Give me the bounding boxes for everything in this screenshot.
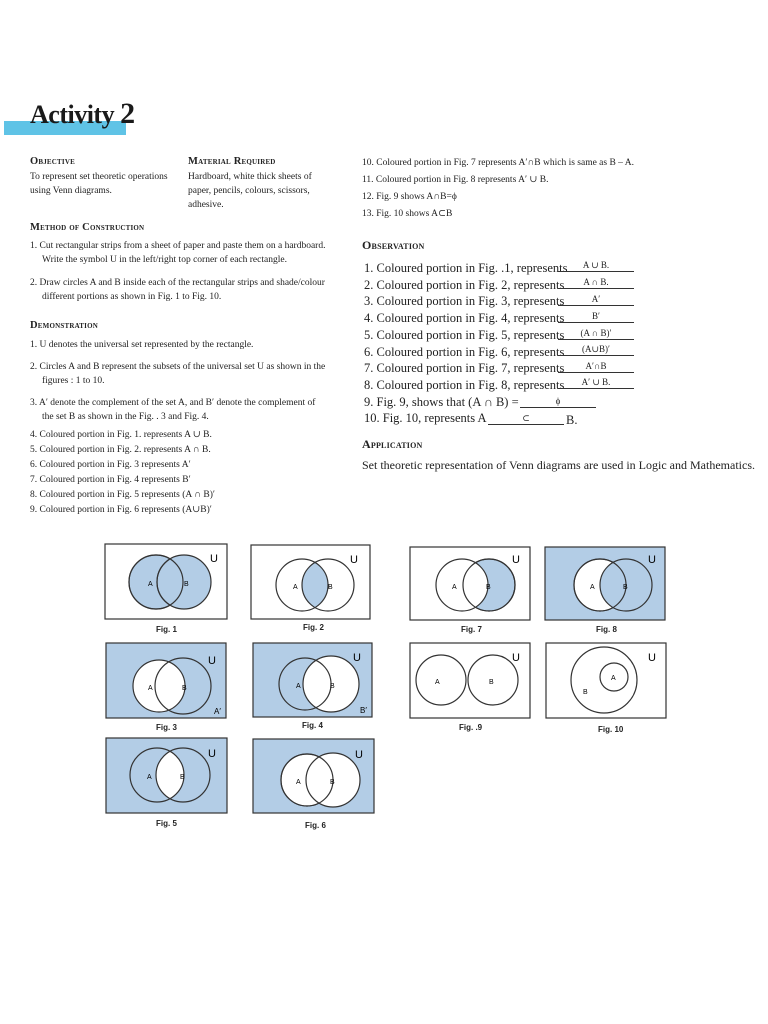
b-label: B xyxy=(623,584,628,591)
application-text: Set theoretic representation of Venn diagrams are used in Logic and Mathematics. xyxy=(362,458,755,472)
b-label: B xyxy=(180,774,185,781)
construction-heading: Method of Construction xyxy=(30,222,145,233)
observation-answer: ϕ xyxy=(520,396,596,408)
fig-caption: Fig. 4 xyxy=(302,721,323,730)
material-line: paper, pencils, colours, scissors, xyxy=(188,186,310,196)
demonstration-heading: Demonstration xyxy=(30,320,99,331)
application-heading: Application xyxy=(362,437,423,451)
figure-8 xyxy=(545,547,665,620)
observation-line: 2. Coloured portion in Fig. 2, represents xyxy=(364,277,565,292)
observation-line: 9. Fig. 9, shows that (A ∩ B) = xyxy=(364,394,519,409)
u-label: U xyxy=(210,553,218,565)
a-label: A xyxy=(452,584,457,591)
right-item: 11. Coloured portion in Fig. 8 represents A′ ∪ B. xyxy=(362,175,549,185)
activity-title: Activity 2 xyxy=(30,97,135,130)
observation-answer: A′ ∪ B. xyxy=(558,377,634,389)
a-label: A xyxy=(611,675,616,682)
construction-item: 1. Cut rectangular strips from a sheet of paper and paste them on a hardboard. xyxy=(30,241,326,251)
right-item: 13. Fig. 10 shows A⊂B xyxy=(362,209,453,219)
observation-answer: A′ xyxy=(558,294,634,306)
observation-line: 5. Coloured portion in Fig. 5, represents xyxy=(364,327,565,342)
b-label: B xyxy=(583,689,588,696)
a-label: A xyxy=(148,685,153,692)
demonstration-item: 2. Circles A and B represent the subsets of the universal set U as shown in the xyxy=(30,362,326,372)
right-item: 12. Fig. 9 shows A∩B=ϕ xyxy=(362,192,457,202)
b-label: B xyxy=(182,685,187,692)
fig-caption: Fig. 6 xyxy=(305,821,326,830)
u-label: U xyxy=(355,749,363,761)
demonstration-short-item: 5. Coloured portion in Fig. 2. represents A ∩ B. xyxy=(30,445,211,455)
a-label: A xyxy=(296,779,301,786)
demonstration-item: the set B as shown in the Fig. . 3 and Fig. 4. xyxy=(42,412,209,422)
u-label: U xyxy=(208,748,216,760)
material-line: adhesive. xyxy=(188,200,224,210)
figure-6 xyxy=(253,739,374,813)
fig-caption: Fig. 2 xyxy=(303,623,324,632)
observation-line: 7. Coloured portion in Fig. 7, represents xyxy=(364,361,565,376)
a-label: A xyxy=(293,584,298,591)
observation-line: 3. Coloured portion in Fig. 3, represents xyxy=(364,294,565,309)
a-label: A xyxy=(148,581,153,588)
demonstration-short-item: 4. Coloured portion in Fig. 1. represents A ∪ B. xyxy=(30,430,212,440)
demonstration-short-item: 7. Coloured portion in Fig. 4 represents B′ xyxy=(30,475,191,485)
objective-heading: Objective xyxy=(30,156,75,167)
b-label: B xyxy=(184,581,189,588)
demonstration-short-item: 8. Coloured portion in Fig. 5 represents (A ∩ B)′ xyxy=(30,490,215,500)
b-prime-label: B′ xyxy=(360,706,367,715)
objective-line: using Venn diagrams. xyxy=(30,186,112,196)
fig-caption: Fig. 10 xyxy=(598,725,624,734)
u-label: U xyxy=(648,554,656,566)
construction-item: 2. Draw circles A and B inside each of the rectangular strips and shade/colour xyxy=(30,278,325,288)
fig-caption: Fig. 5 xyxy=(156,819,177,828)
figure-5 xyxy=(106,738,227,813)
observation-line: 1. Coloured portion in Fig. .1, represents xyxy=(364,261,568,275)
u-label: U xyxy=(648,652,656,664)
observation-line: 10. Fig. 10, represents A xyxy=(364,411,487,426)
fig-caption: Fig. 7 xyxy=(461,625,482,634)
material-heading: Material Required xyxy=(188,156,276,167)
demonstration-item: 1. U denotes the universal set represented by the rectangle. xyxy=(30,340,254,350)
observation-answer: ⊂ xyxy=(488,413,564,425)
fig-caption: Fig. 3 xyxy=(156,723,177,732)
material-line: Hardboard, white thick sheets of xyxy=(188,172,312,182)
u-label: U xyxy=(353,652,361,664)
observation-answer: A ∪ B. xyxy=(558,260,634,272)
figure-7 xyxy=(410,547,530,620)
u-label: U xyxy=(350,554,358,566)
figure-2 xyxy=(251,545,370,619)
b-label: B xyxy=(489,679,494,686)
u-label: U xyxy=(512,554,520,566)
a-prime-label: A′ xyxy=(214,707,221,716)
demonstration-item: figures : 1 to 10. xyxy=(42,376,105,386)
a-label: A xyxy=(590,584,595,591)
observation-answer: (A ∩ B)′ xyxy=(558,328,634,340)
fig-caption: Fig. 1 xyxy=(156,625,177,634)
b-label: B xyxy=(330,779,335,786)
b-label: B xyxy=(330,683,335,690)
figure-10 xyxy=(546,643,666,718)
right-item: 10. Coloured portion in Fig. 7 represents A′∩B which is same as B – A. xyxy=(362,158,635,168)
observation-answer: A ∩ B. xyxy=(558,277,634,289)
observation-line: 6. Coloured portion in Fig. 6, represents xyxy=(364,344,565,359)
construction-item: Write the symbol U in the left/right top corner of each rectangle. xyxy=(42,255,287,265)
u-label: U xyxy=(512,652,520,664)
observation-line: 8. Coloured portion in Fig. 8, represents xyxy=(364,377,565,392)
observation-answer: (A∪B)′ xyxy=(558,344,634,356)
figure-9 xyxy=(410,643,530,718)
observation-line: 4. Coloured portion in Fig. 4, represents xyxy=(364,311,565,326)
a-label: A xyxy=(147,774,152,781)
u-label: U xyxy=(208,655,216,667)
observation-answer: A′∩B xyxy=(558,361,634,373)
demonstration-item: 3. A′ denote the complement of the set A, and B′ denote the complement of xyxy=(30,398,316,408)
construction-item: different portions as shown in Fig. 1 to Fig. 10. xyxy=(42,292,222,302)
demonstration-short-item: 6. Coloured portion in Fig. 3 represents A′ xyxy=(30,460,191,470)
figure-4 xyxy=(253,643,372,717)
fig-caption: Fig. .9 xyxy=(459,723,483,732)
figure-1 xyxy=(105,544,227,619)
b-label: B xyxy=(486,584,491,591)
a-label: A xyxy=(296,683,301,690)
demonstration-short-item: 9. Coloured portion in Fig. 6 represents (A∪B)′ xyxy=(30,505,212,515)
figure-3 xyxy=(106,643,226,718)
observation-heading: Observation xyxy=(362,238,425,252)
b-label: B xyxy=(328,584,333,591)
a-label: A xyxy=(435,679,440,686)
observation-tail: B. xyxy=(566,413,578,427)
observation-answer: B′ xyxy=(558,311,634,323)
fig-caption: Fig. 8 xyxy=(596,625,617,634)
objective-line: To represent set theoretic operations xyxy=(30,172,168,182)
